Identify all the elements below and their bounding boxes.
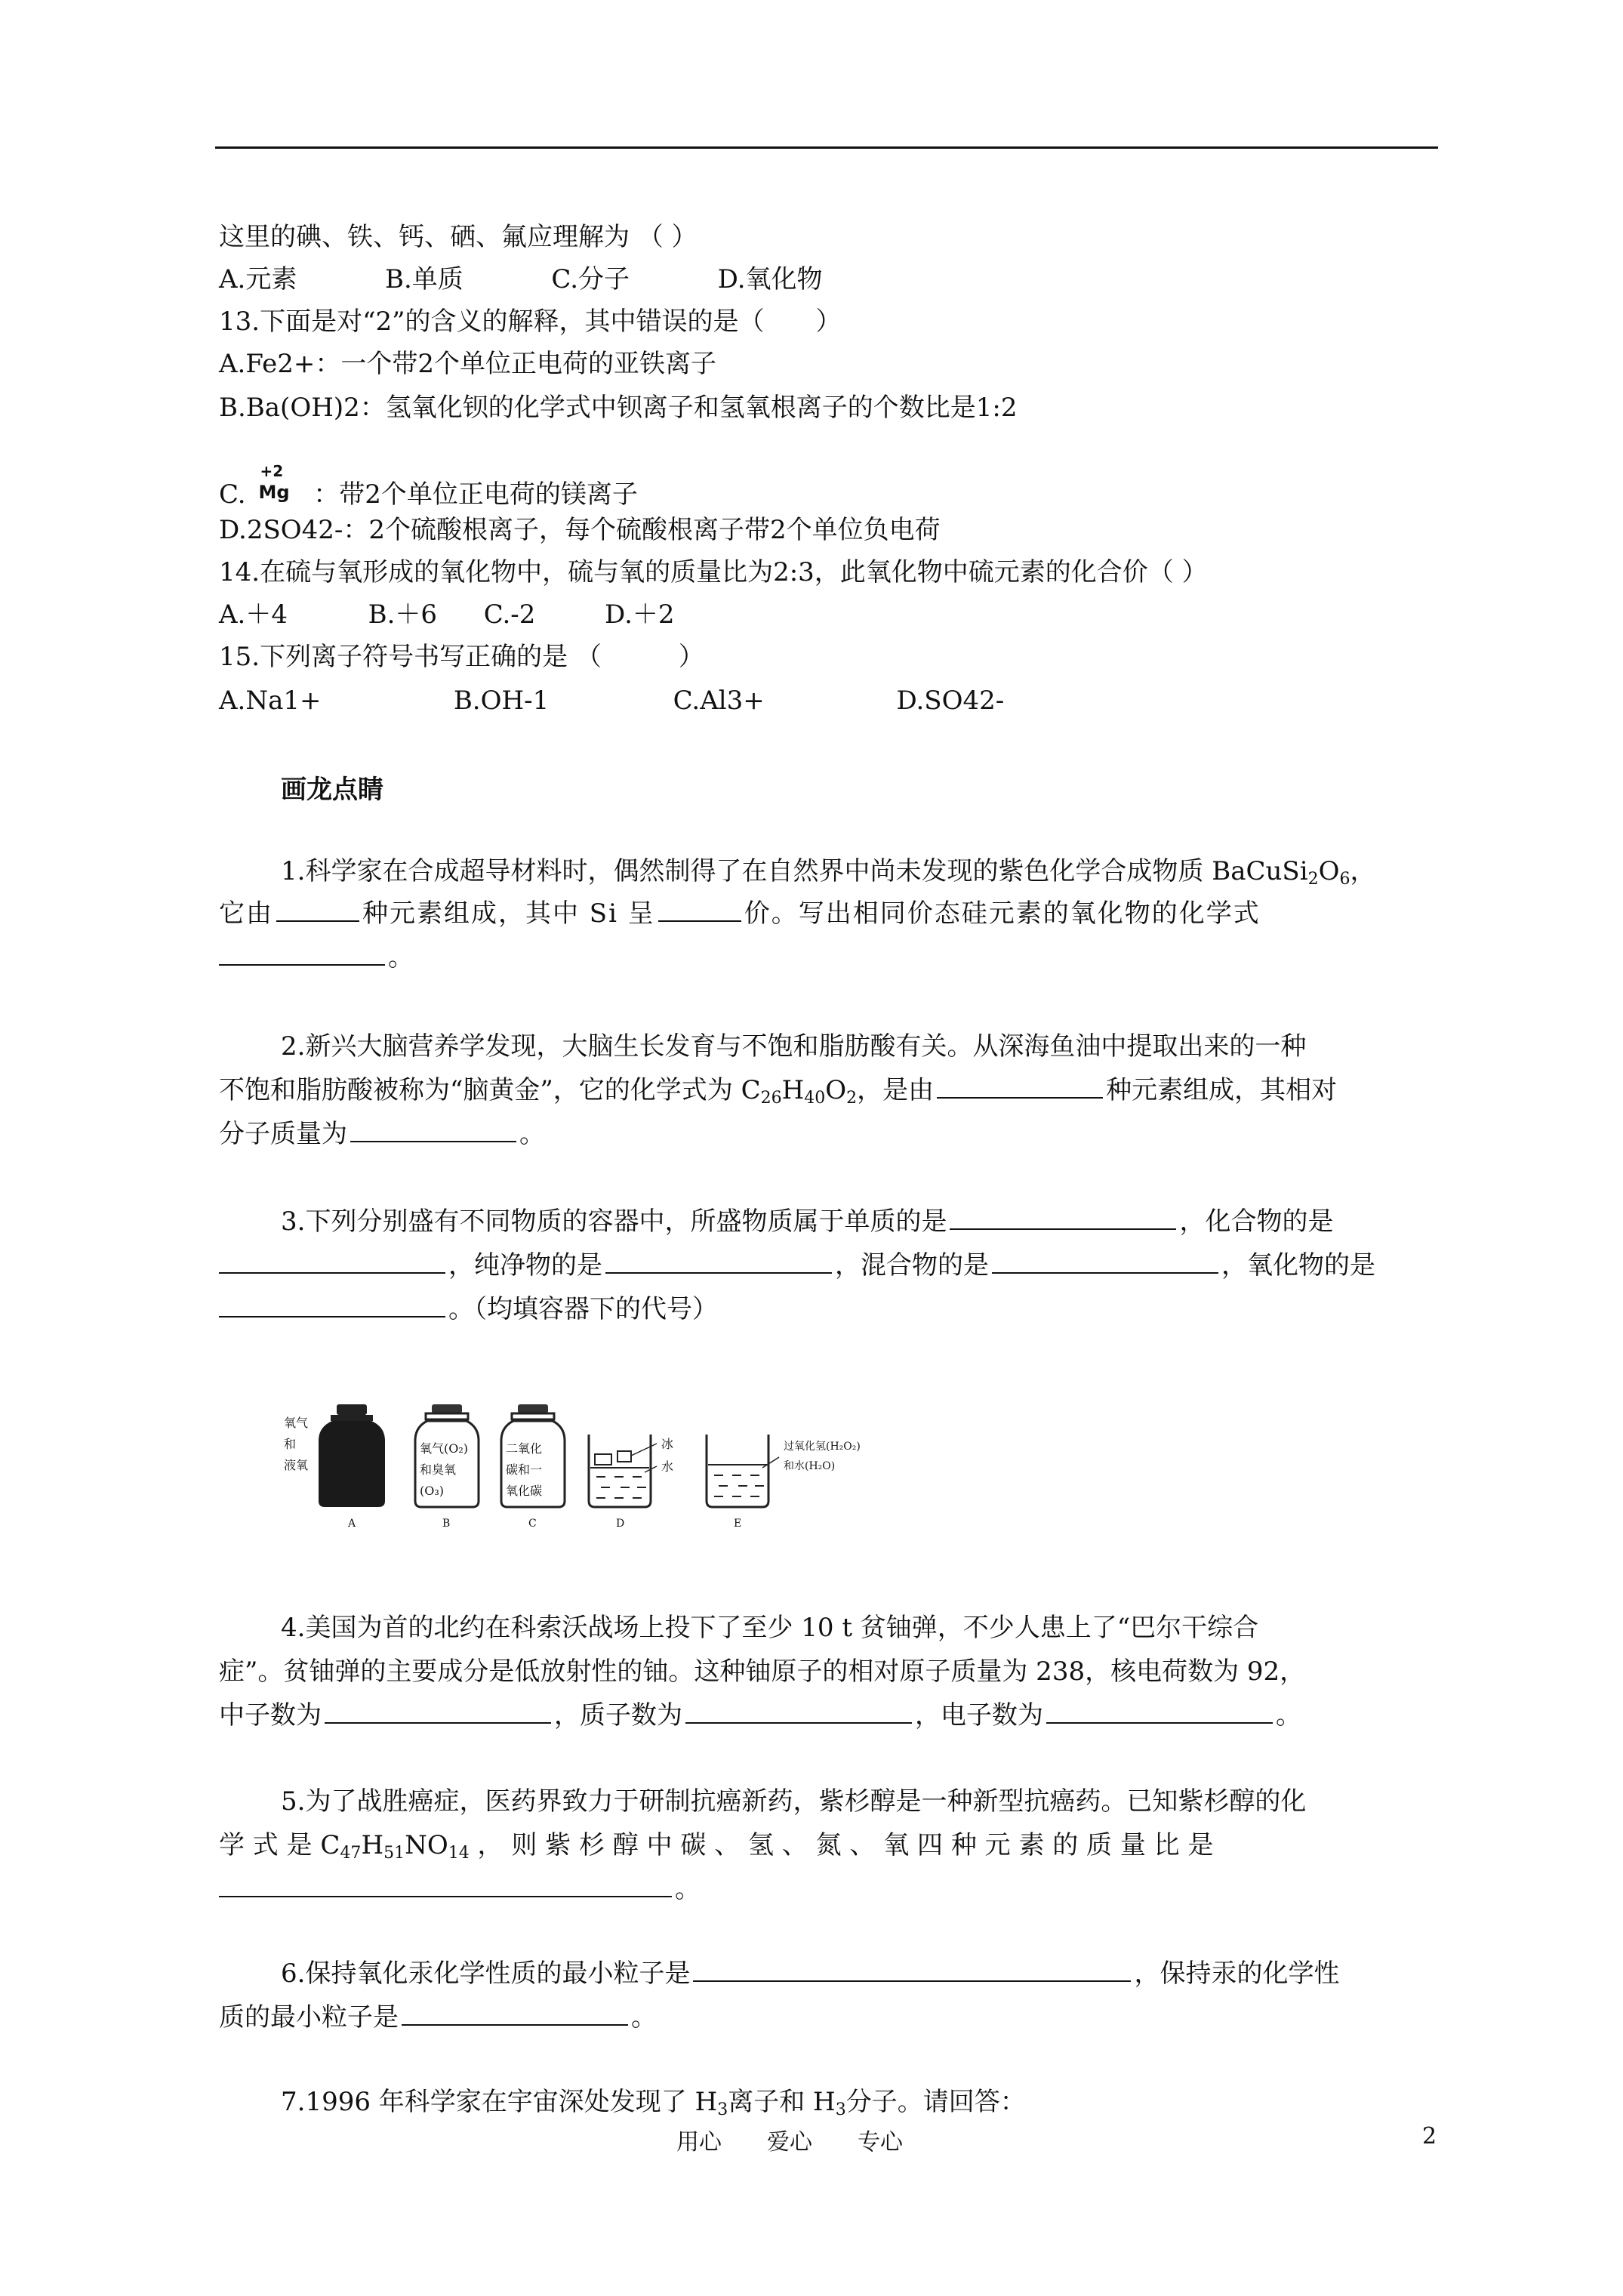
q13-option-c-text: ：带2个单位正电荷的镁离子 xyxy=(313,479,638,510)
p1-o: O xyxy=(1318,856,1340,886)
p1-blank-3[interactable] xyxy=(219,942,385,966)
p3-line3 xyxy=(219,1293,718,1326)
p6-line1 xyxy=(281,1957,1339,1990)
p3-l2c: ，氧化物的是 xyxy=(1221,1250,1375,1281)
p3-blank-3[interactable] xyxy=(605,1250,832,1274)
p2-line2 xyxy=(219,1074,1337,1115)
fig-c-label-2: 碳和一 xyxy=(506,1462,543,1477)
beaker-e-icon xyxy=(707,1435,779,1507)
fig-letter-b: B xyxy=(442,1518,451,1530)
fig-b-label-2: 和臭氧 xyxy=(420,1462,457,1477)
p6-end: 。 xyxy=(631,2002,657,2032)
p3-l2b: ，混合物的是 xyxy=(835,1250,989,1281)
beaker-d-icon xyxy=(589,1435,657,1507)
p3-l1a: 3.下列分别盛有不同物质的容器中，所盛物质属于单质的是 xyxy=(281,1207,947,1237)
p4-end: 。 xyxy=(1276,1700,1301,1730)
fig-b-label-1: 氧气(O₂) xyxy=(420,1441,469,1456)
q15-option-c: C.Al3+ xyxy=(673,686,765,716)
footer-center-text: 用心 爱心 专心 xyxy=(676,2129,903,2156)
q14-option-b: B.＋6 xyxy=(368,599,438,630)
p4-line3 xyxy=(219,1699,1301,1732)
bottle-a-icon xyxy=(319,1404,385,1507)
p3-end: 。（均填容器下的代号） xyxy=(448,1294,718,1324)
p1-blank-1[interactable] xyxy=(276,898,359,922)
p2-o: O xyxy=(825,1075,847,1105)
fig-letter-c: C xyxy=(528,1518,537,1530)
header-rule xyxy=(215,146,1438,149)
p3-blank-1[interactable] xyxy=(950,1206,1176,1230)
p1-l2c: 价。写出相同价态硅元素的氧化物的化学式 xyxy=(744,898,1261,929)
q13-option-d: D.2SO42-：2个硫酸根离子，每个硫酸根离子带2个单位负电荷 xyxy=(219,515,941,545)
p2-blank-1[interactable] xyxy=(937,1074,1103,1099)
p3-l2a: ，纯净物的是 xyxy=(448,1250,602,1281)
fig-e-label-2: 和水(H₂O) xyxy=(784,1460,836,1472)
p2-sub-40: 40 xyxy=(804,1089,826,1108)
p3-line1 xyxy=(281,1205,1333,1238)
p7-sub-3b: 3 xyxy=(835,2100,846,2119)
q14-option-d: D.＋2 xyxy=(605,599,675,630)
p3-line2 xyxy=(219,1249,1375,1282)
p1-text: 1.科学家在合成超导材料时，偶然制得了在自然界中尚未发现的紫色化学合成物质 BaCuSi xyxy=(281,856,1308,886)
fig-letter-d: D xyxy=(616,1518,625,1530)
p6-line2 xyxy=(219,2001,657,2034)
page-number: 2 xyxy=(1422,2123,1437,2150)
fig-e-label-1: 过氧化氢(H₂O₂) xyxy=(784,1441,861,1453)
p2-l2b: ，是由 xyxy=(857,1075,935,1105)
fig-b-label-3: (O₃) xyxy=(420,1484,445,1498)
p1-sub-2: 2 xyxy=(1307,870,1319,889)
p2-l2a: 不饱和脂肪酸被称为“脑黄金”，它的化学式为 C xyxy=(219,1075,761,1105)
q14-option-c: C.-2 xyxy=(483,599,536,630)
p1-blank-2[interactable] xyxy=(658,898,741,922)
q13-option-b: B.Ba(OH)2：氢氧化钡的化学式中钡离子和氢氧根离子的个数比是1:2 xyxy=(219,393,1018,423)
p5-no: NO xyxy=(405,1830,448,1860)
q14-stem: 14.在硫与氧形成的氧化物中，硫与氧的质量比为2:3，此氧化物中硫元素的化合价（ ） xyxy=(219,557,1208,587)
p2-sub-2: 2 xyxy=(846,1089,858,1108)
p1-line1 xyxy=(281,855,1375,896)
p5-sub-47: 47 xyxy=(340,1844,362,1863)
p4-blank-1[interactable] xyxy=(325,1700,551,1724)
p6-l1b: ，保持汞的化学性 xyxy=(1134,1959,1340,1989)
fig-c-label-3: 氧化碳 xyxy=(506,1484,543,1498)
p4-l3b: ，质子数为 xyxy=(554,1700,682,1730)
p6-blank-2[interactable] xyxy=(402,2002,628,2026)
q12-option-a: A.元素 xyxy=(219,264,297,294)
q15-option-a: A.Na1+ xyxy=(219,686,322,716)
p1-sub-6: 6 xyxy=(1339,870,1350,889)
p3-blank-5[interactable] xyxy=(219,1293,445,1318)
q15-stem: 15.下列离子符号书写正确的是 （ ） xyxy=(219,642,704,672)
p2-blank-2[interactable] xyxy=(350,1118,516,1142)
p2-end: 。 xyxy=(519,1119,545,1149)
p1-comma: ， xyxy=(1350,856,1376,886)
fig-a-label-1: 氧气 xyxy=(284,1416,309,1430)
p5-blank-1[interactable] xyxy=(219,1873,672,1897)
fig-d-label-2: 水 xyxy=(661,1459,674,1474)
q12-stem-tail: 这里的碘、铁、钙、硒、氟应理解为 （ ） xyxy=(219,222,698,252)
q12-options xyxy=(219,263,823,296)
q15-option-b: B.OH-1 xyxy=(453,686,550,716)
q12-option-b: B.单质 xyxy=(385,264,463,294)
fig-a-label-3: 液氧 xyxy=(284,1458,309,1472)
p3-blank-2[interactable] xyxy=(219,1250,445,1274)
q13-option-c-prefix: C. xyxy=(219,479,246,510)
q14-option-a: A.＋4 xyxy=(219,599,288,630)
q14-options xyxy=(219,598,675,631)
p5-sub-14: 14 xyxy=(448,1844,470,1863)
fig-a-label-2: 和 xyxy=(284,1437,297,1451)
mg-valence-number: +2 xyxy=(260,462,284,480)
p2-h: H xyxy=(781,1075,805,1105)
q12-option-c: C.分子 xyxy=(551,264,630,294)
p5-end: 。 xyxy=(675,1874,701,1904)
p7-line1 xyxy=(281,2085,1026,2127)
p5-line1: 5.为了战胜癌症，医药界致力于研制抗癌新药，紫杉醇是一种新型抗癌药。已知紫杉醇的化 xyxy=(281,1786,1307,1817)
p4-l3c: ，电子数为 xyxy=(915,1700,1043,1730)
p2-l2c: 种元素组成，其相对 xyxy=(1106,1075,1338,1105)
p7-sub-3a: 3 xyxy=(717,2100,728,2119)
p2-line3 xyxy=(219,1117,545,1151)
q13-option-c xyxy=(219,462,638,511)
p1-line3 xyxy=(219,941,414,974)
q13-option-a: A.Fe2+：一个带2个单位正电荷的亚铁离子 xyxy=(219,349,716,379)
p5-l2b: ， 则 紫 杉 醇 中 碳 、 氢 、 氮 、 氧 四 种 元 素 的 质 量 比 是 xyxy=(469,1830,1214,1860)
fig-letter-e: E xyxy=(734,1518,742,1530)
p1-line2 xyxy=(219,897,1261,930)
q13-stem: 13.下面是对“2”的含义的解释，其中错误的是（ ） xyxy=(219,307,842,337)
p2-sub-26: 26 xyxy=(760,1089,782,1108)
p5-sub-51: 51 xyxy=(383,1844,405,1863)
p2-line1: 2.新兴大脑营养学发现，大脑生长发育与不饱和脂肪酸有关。从深海鱼油中提取出来的一种 xyxy=(281,1031,1307,1062)
p3-blank-4[interactable] xyxy=(992,1250,1218,1274)
p7-l1a: 7.1996 年科学家在宇宙深处发现了 H xyxy=(281,2087,718,2117)
q15-options xyxy=(219,684,1004,717)
p2-l3a: 分子质量为 xyxy=(219,1119,347,1149)
p6-l1a: 6.保持氧化汞化学性质的最小粒子是 xyxy=(281,1959,691,1989)
fig-d-label-1: 冰 xyxy=(661,1437,674,1451)
p1-l2b: 种元素组成，其中 Si 呈 xyxy=(362,898,655,929)
p5-h: H xyxy=(361,1830,384,1860)
p7-l1c: 分子。请回答： xyxy=(845,2087,1026,2117)
p7-l1b: 离子和 H xyxy=(728,2087,836,2117)
containers-figure xyxy=(279,1404,959,1548)
mg-valence-symbol xyxy=(257,462,294,507)
p4-l3a: 中子数为 xyxy=(219,1700,322,1730)
p5-l2a: 学 式 是 C xyxy=(219,1830,340,1860)
p3-l1b: ，化合物的是 xyxy=(1179,1207,1334,1237)
p6-l2a: 质的最小粒子是 xyxy=(219,2002,399,2032)
p1-end: 。 xyxy=(388,942,414,972)
p5-line2 xyxy=(219,1829,1214,1870)
q12-option-d: D.氧化物 xyxy=(717,264,823,294)
p4-blank-2[interactable] xyxy=(685,1700,912,1724)
p4-line2: 症”。贫铀弹的主要成分是低放射性的铀。这种铀原子的相对原子质量为 238，核电荷数为 92， xyxy=(219,1657,1306,1687)
p1-l2a: 它由 xyxy=(219,898,273,929)
p4-blank-3[interactable] xyxy=(1046,1700,1273,1724)
section-title: 画龙点睛 xyxy=(281,775,383,805)
mg-element-symbol: Mg xyxy=(258,482,290,503)
fig-letter-a: A xyxy=(348,1518,356,1530)
p4-line1: 4.美国为首的北约在科索沃战场上投下了至少 10 t 贫铀弹，不少人患上了“巴尔干综合 xyxy=(281,1613,1259,1643)
p6-blank-1[interactable] xyxy=(693,1958,1131,1982)
p5-line3 xyxy=(219,1872,701,1906)
fig-c-label-1: 二氧化 xyxy=(506,1441,543,1456)
q15-option-d: D.SO42- xyxy=(896,686,1005,716)
